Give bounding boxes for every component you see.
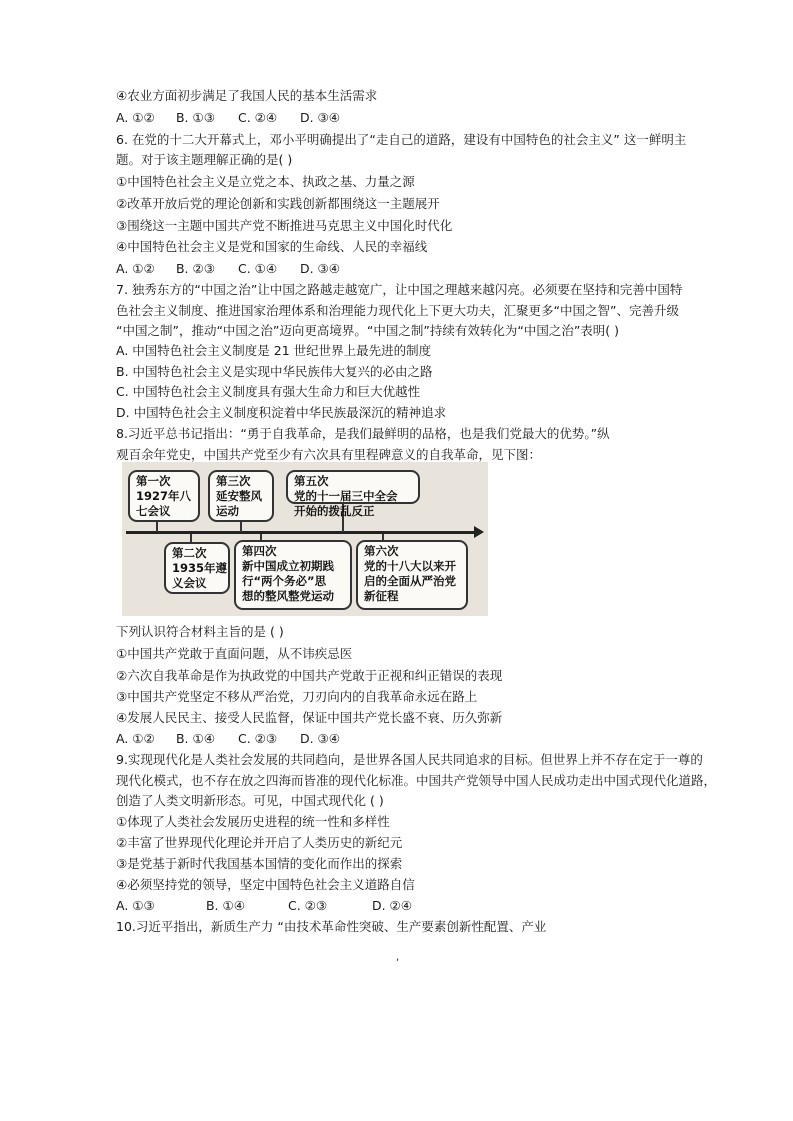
q8-option-4: ④发展人民民主、接受人民监督，保证中国共产党长盛不衰、历久弥新 [116, 710, 503, 725]
q7-stem-line-2: 色社会主义制度、推进国家治理体系和治理能力现代化上下更大功夫，汇聚更多“中国之智”、完善升级 [116, 303, 679, 318]
q5-choice-b: B. ①③ [175, 110, 215, 125]
q9-choice-c: C. ②③ [287, 898, 328, 913]
q8-choices [116, 731, 340, 747]
q8-choice-a: A. ①② [116, 731, 155, 746]
q9-choice-b: B. ①④ [205, 898, 245, 913]
timeline-axis [126, 531, 478, 534]
q9-stem-line-1: 9.实现现代化是人类社会发展的共同趋向，是世界各国人民共同追求的目标。但世界上并不存在定于一尊的 [116, 752, 703, 767]
q8-choice-d: D. ③④ [299, 731, 340, 746]
q9-option-1: ①体现了人类社会发展历史进程的统一性和多样性 [116, 814, 390, 829]
q9-option-3: ③是党基于新时代我国基本国情的变化而作出的探索 [116, 856, 403, 871]
page-footer-mark: , [396, 952, 400, 963]
q10-stem-line-1: 10.习近平指出，新质生产力 “由技术革命性突破、生产要素创新性配置、产业 [116, 919, 547, 934]
self-revolution-timeline [122, 462, 488, 616]
q7-choice-d: D. 中国特色社会主义制度积淀着中华民族最深沉的精神追求 [116, 405, 447, 420]
q6-choices [116, 261, 340, 277]
timeline-arrow-icon [474, 526, 484, 538]
q6-stem-line-2: 题。对于该主题理解正确的是( ) [116, 152, 293, 167]
q6-stem-line-1: 6. 在党的十二大开幕式上，邓小平明确提出了“走自己的道路，建设有中国特色的社会主义” 这一鲜明主 [116, 132, 687, 147]
q7-choice-c: C. 中国特色社会主义制度具有强大生命力和巨大优越性 [116, 384, 421, 399]
q7-stem-line-3: “中国之制”，推动“中国之治”迈向更高境界。“中国之制”持续有效转化为“中国之治”表明( ) [116, 323, 620, 338]
q6-choice-c: C. ①④ [237, 261, 278, 276]
q8-choice-b: B. ①④ [175, 731, 215, 746]
q8-option-2: ②六次自我革命是作为执政党的中国共产党敢于正视和纠正错误的表现 [116, 668, 503, 683]
q7-stem-line-1: 7. 独秀东方的“中国之治”让中国之路越走越宽广，让中国之理越来越闪亮。必须要在坚持和完善中国特 [116, 282, 683, 297]
q9-choices [116, 898, 412, 914]
q6-choice-b: B. ②③ [175, 261, 215, 276]
q5-choice-c: C. ②④ [237, 110, 278, 125]
q5-choice-a: A. ①② [116, 110, 155, 125]
q5-option-4: ④农业方面初步满足了我国人民的基本生活需求 [116, 88, 378, 103]
q8-option-3: ③中国共产党坚定不移从严治党，刀刃向内的自我革命永远在路上 [116, 689, 478, 704]
timeline-event-6: 第六次 党的十八大以来开 启的全面从严治党 新征程 [356, 540, 468, 610]
q9-choice-a: A. ①③ [116, 898, 155, 913]
timeline-event-2: 第二次 1935年遵 义会议 [164, 542, 230, 594]
q8-option-1: ①中国共产党敢于直面问题，从不讳疾忌医 [116, 646, 353, 661]
q9-choice-d: D. ②④ [371, 898, 412, 913]
q6-choice-a: A. ①② [116, 261, 155, 276]
q6-option-2: ②改革开放后党的理论创新和实践创新都围绕这一主题展开 [116, 196, 440, 211]
q8-prompt: 下列认识符合材料主旨的是 ( ) [116, 624, 284, 639]
q6-choice-d: D. ③④ [299, 261, 340, 276]
q6-option-3: ③围绕这一主题中国共产党不断推进马克思主义中国化时代化 [116, 218, 453, 233]
q8-choice-c: C. ②③ [237, 731, 278, 746]
q8-stem-line-1: 8.习近平总书记指出：“勇于自我革命，是我们最鲜明的品格，也是我们党最大的优势。”纵 [116, 426, 610, 441]
q7-choice-a: A. 中国特色社会主义制度是 21 世纪世界上最先进的制度 [116, 343, 432, 358]
timeline-event-5: 第五次 党的十一届三中全会 开始的拨乱反正 [286, 470, 420, 504]
q8-stem-line-2: 观百余年党史，中国共产党至少有六次具有里程碑意义的自我革命，见下图： [116, 447, 542, 462]
timeline-event-1: 第一次 1927年八 七会议 [128, 470, 200, 522]
q9-stem-line-3: 创造了人类文明新形态。可见，中国式现代化 ( ) [116, 793, 384, 808]
q9-option-2: ②丰富了世界现代化理论并开启了人类历史的新纪元 [116, 835, 403, 850]
q9-option-4: ④必须坚持党的领导，坚定中国特色社会主义道路自信 [116, 877, 415, 892]
q7-choice-b: B. 中国特色社会主义是实现中华民族伟大复兴的必由之路 [116, 364, 433, 379]
q6-option-4: ④中国特色社会主义是党和国家的生命线、人民的幸福线 [116, 239, 428, 254]
q5-choices [116, 110, 340, 126]
timeline-event-4: 第四次 新中国成立初期践 行“两个务必”思 想的整风整党运动 [234, 540, 352, 610]
q9-stem-line-2: 现代化模式，也不存在放之四海而皆准的现代化标准。中国共产党领导中国人民成功走出中国式现代化道路， [116, 773, 717, 788]
q5-choice-d: D. ③④ [299, 110, 340, 125]
q6-option-1: ①中国特色社会主义是立党之本、执政之基、力量之源 [116, 174, 415, 189]
timeline-event-3: 第三次 延安整风 运动 [208, 470, 274, 522]
